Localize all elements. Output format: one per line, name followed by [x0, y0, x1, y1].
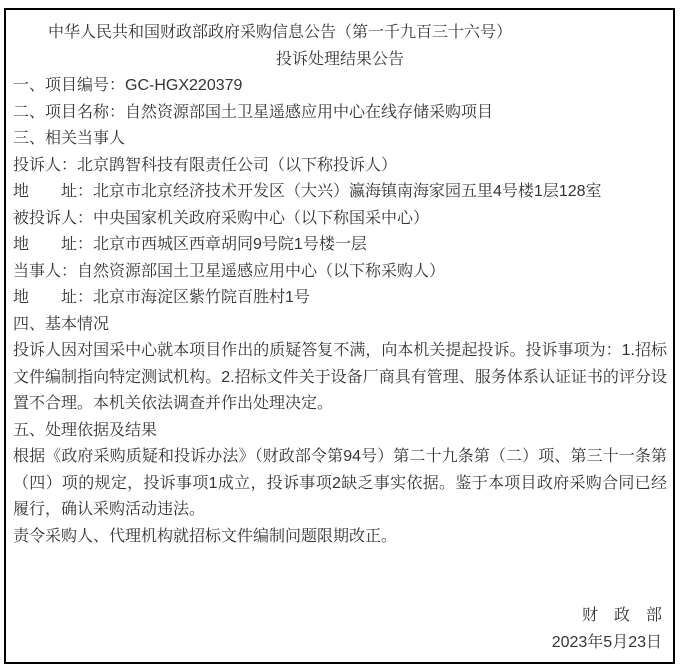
basic-info-heading: 四、基本情况: [13, 315, 110, 333]
announcement-subtitle: 投诉处理结果公告: [275, 50, 404, 68]
party-label: 投诉人：: [13, 156, 78, 174]
signature-date: 2023年5月23日: [551, 633, 662, 651]
result-body: 根据《政府采购质疑和投诉办法》（财政部令第94号）第二十九条第（二）项、第三十一条第（四）项的规定，投诉事项1成立，投诉事项2缺乏事实依据。鉴于本项目政府采购合同已经履行，确认采购活动违法。: [13, 448, 667, 518]
announcement-title: 中华人民共和国财政部政府采购信息公告（第一千九百三十六号）: [48, 24, 513, 41]
project-number-value: GC-HGX220379: [125, 77, 243, 94]
party-label: 被投诉人：: [13, 209, 94, 227]
party-label: 当事人：: [13, 262, 78, 280]
party-value: 北京市海淀区紫竹院百胜村1号: [93, 289, 310, 306]
party-value: 北京市西城区西章胡同9号院1号楼一层: [93, 236, 367, 253]
project-name-value: 自然资源部国土卫星遥感应用中心在线存储采购项目: [125, 103, 494, 121]
party-row-respondent: [13, 206, 667, 233]
party-label: 地 址：: [13, 183, 94, 200]
party-value: 北京市北京经济技术开发区（大兴）瀛海镇南海家园五里4号楼1层128室: [93, 183, 602, 200]
signature-issuer: 财 政 部: [581, 607, 662, 624]
signature-block: [13, 603, 667, 656]
party-value: 中央国家机关政府采购中心（以下称国采中心）: [93, 209, 430, 227]
basic-info-body: 投诉人因对国采中心就本项目作出的质疑答复不满，向本机关提起投诉。投诉事项为：1.招标文件编制指向特定测试机构。2.招标文件关于设备厂商具有管理、服务体系认证证书的评分设置不合理。本机关依法调查并作出处理决定。: [13, 342, 667, 412]
party-value: 北京鹍智科技有限责任公司（以下称投诉人）: [77, 156, 398, 174]
announcement-document: [4, 8, 675, 664]
project-number-row: [13, 73, 667, 100]
result-heading: 五、处理依据及结果: [13, 421, 158, 439]
party-row-complainant-address: [13, 179, 667, 206]
parties-section-heading: 三、相关当事人: [13, 130, 126, 147]
project-number-label: 一、项目编号：: [13, 77, 126, 94]
party-row-complainant: [13, 153, 667, 180]
project-name-label: 二、项目名称：: [13, 103, 126, 121]
result-order: 责令采购人、代理机构就招标文件编制问题限期改正。: [13, 527, 398, 545]
project-name-row: [13, 100, 667, 127]
party-label: 地 址：: [13, 236, 94, 253]
party-row-respondent-address: [13, 232, 667, 259]
party-label: 地 址：: [13, 289, 94, 306]
party-row-purchaser-address: [13, 285, 667, 312]
party-value: 自然资源部国土卫星遥感应用中心（以下称采购人）: [77, 262, 446, 280]
party-row-purchaser: [13, 259, 667, 286]
